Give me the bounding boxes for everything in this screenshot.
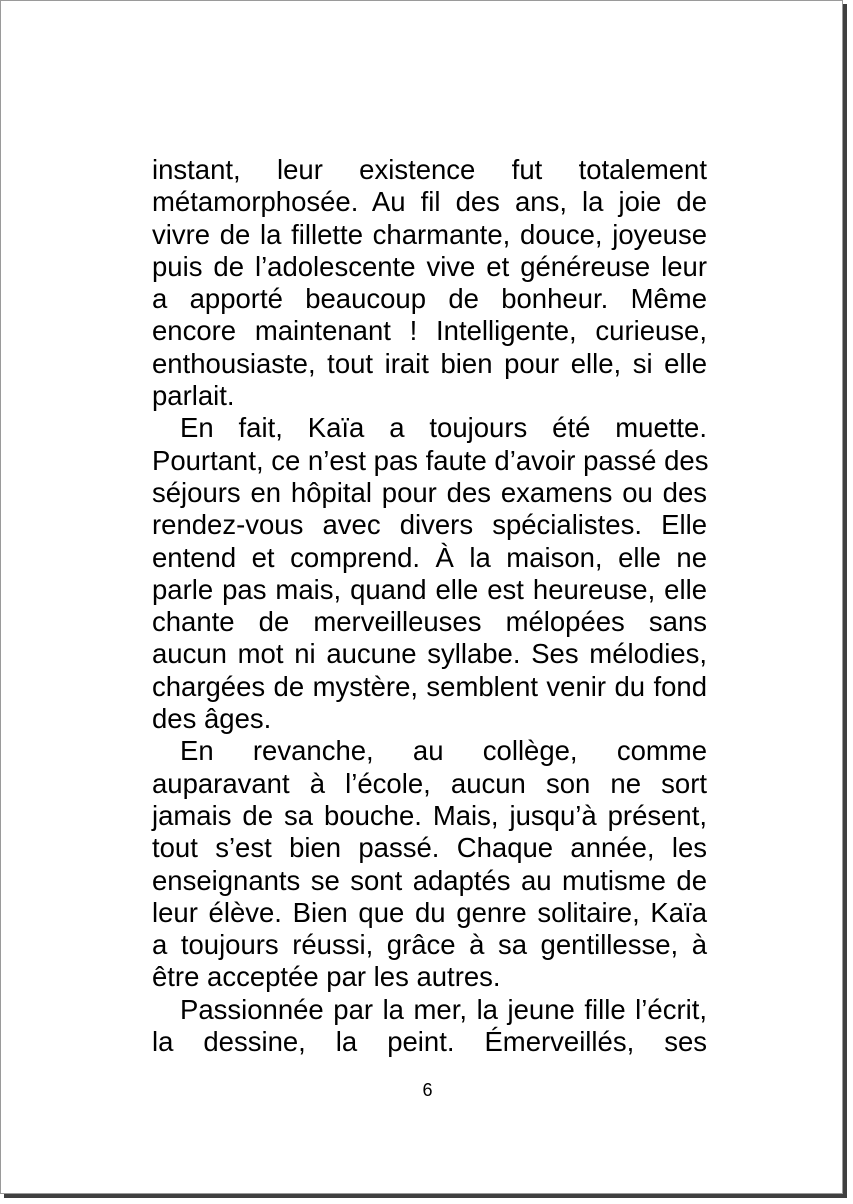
text-line: En revanche, au collège, comme [180,735,707,767]
text-line: entend et comprend. À la maison, elle ne [152,541,707,573]
text-line: tout s’est bien passé. Chaque année, les [152,832,707,864]
paragraph [152,154,707,412]
paragraph [152,994,707,1059]
text-line: a toujours réussi, grâce à sa gentillesse, à [152,929,707,961]
text-line: chargées de mystère, semblent venir du fond [152,670,707,702]
text-line: séjours en hôpital pour des examens ou des [152,476,707,508]
body-text [152,154,707,1058]
text-line: des âges. [152,703,272,735]
text-line: enseignants se sont adaptés au mutisme de [152,864,707,896]
paragraph [152,412,707,735]
text-line: la dessine, la peint. Émerveillés, ses [152,1026,707,1058]
text-line: Passionnée par la mer, la jeune fille l’écrit, [180,993,707,1025]
text-line: Pourtant, ce n’est pas faute d’avoir passé des [152,444,709,476]
text-line: leur élève. Bien que du genre solitaire, Kaïa [152,896,707,928]
text-line: aucun mot ni aucune syllabe. Ses mélodies, [152,638,707,670]
text-line: parlait. [152,380,235,412]
text-line: puis de l’adolescente vive et généreuse leur [152,250,707,282]
text-line: enthousiaste, tout irait bien pour elle, si elle [152,347,707,379]
text-line: En fait, Kaïa a toujours été muette. [180,412,707,444]
page-number: 6 [422,1080,433,1100]
text-line: être acceptée par les autres. [152,961,501,993]
text-line: a apporté beaucoup de bonheur. Même [152,283,707,315]
text-line: jamais de sa bouche. Mais, jusqu’à présent, [152,799,707,831]
paragraph [152,735,707,993]
text-line: métamorphosée. Au fil des ans, la joie de [152,186,707,218]
text-line: instant, leur existence fut totalement [152,154,707,185]
text-line: encore maintenant ! Intelligente, curieuse, [152,315,707,347]
text-line: rendez-vous avec divers spécialistes. Elle [152,509,707,541]
text-line: chante de merveilleuses mélopées sans [152,606,707,638]
text-line: auparavant à l’école, aucun son ne sort [152,767,707,799]
text-line: parle pas mais, quand elle est heureuse, elle [152,573,707,605]
text-line: vivre de la fillette charmante, douce, joyeuse [152,218,707,250]
